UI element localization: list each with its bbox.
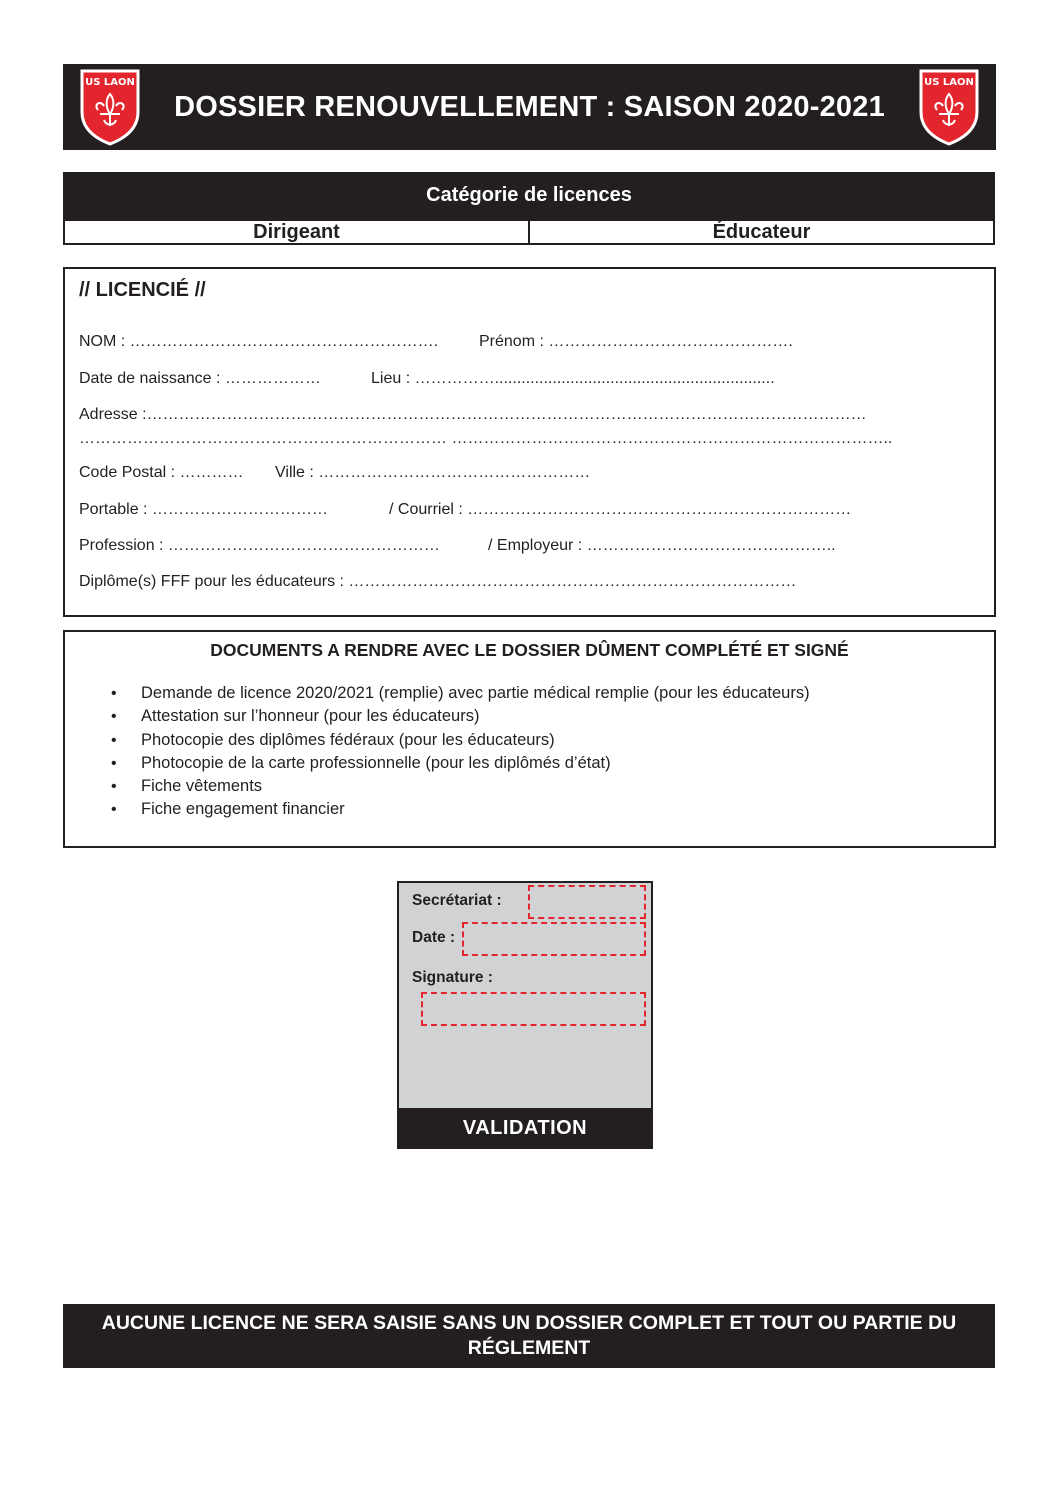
documents-list: [107, 682, 810, 822]
field-nom[interactable]: NOM : ………………………………………………….: [79, 333, 439, 350]
secretariat-label: Secrétariat :: [412, 892, 502, 909]
club-logo-right: [910, 68, 988, 146]
field-adresse-line2[interactable]: …………………………………………………………… ………………………………………………………………………..: [79, 430, 893, 447]
field-profession[interactable]: Profession : ……………………………………………: [79, 537, 440, 554]
page-header: [63, 64, 996, 150]
secretariat-field[interactable]: [528, 885, 646, 919]
signature-field[interactable]: [421, 992, 646, 1026]
licencie-title: // LICENCIÉ //: [79, 279, 206, 301]
licencie-section: [63, 267, 996, 617]
validation-footer: VALIDATION: [397, 1108, 653, 1149]
field-diplome[interactable]: Diplôme(s) FFF pour les éducateurs : …………………………………………………………………………: [79, 573, 797, 590]
category-heading: Catégorie de licences: [63, 172, 995, 219]
validation-box: [397, 881, 653, 1149]
club-crest-icon: [917, 68, 981, 146]
field-date-naissance[interactable]: Date de naissance : ………………: [79, 370, 321, 387]
list-item: • Fiche vêtements: [107, 775, 810, 798]
signature-label: Signature :: [412, 969, 493, 986]
category-option-dirigeant[interactable]: Dirigeant: [253, 220, 340, 243]
field-ville[interactable]: Ville : ……………………………………………: [275, 464, 591, 481]
date-field[interactable]: [462, 922, 646, 956]
field-employeur[interactable]: / Employeur : ………………………………………..: [488, 537, 836, 554]
club-logo-left: [71, 68, 149, 146]
list-item: • Demande de licence 2020/2021 (remplie) avec partie médical remplie (pour les éducateurs): [107, 682, 810, 705]
warning-banner: [63, 1304, 995, 1368]
field-code-postal[interactable]: Code Postal : …………: [79, 464, 244, 481]
documents-section: [63, 630, 996, 848]
documents-title: DOCUMENTS A RENDRE AVEC LE DOSSIER DÛMENT COMPLÉTÉ ET SIGNÉ: [210, 640, 849, 660]
warning-banner-text: AUCUNE LICENCE NE SERA SAISIE SANS UN DOSSIER COMPLET ET TOUT OU PARTIE DU RÉGLEMENT: [101, 1312, 957, 1359]
list-item: • Attestation sur l’honneur (pour les éducateurs): [107, 705, 810, 728]
category-option-educateur[interactable]: Éducateur: [528, 221, 993, 243]
field-lieu[interactable]: Lieu : ……………...............................................................: [371, 370, 775, 387]
list-item: • Fiche engagement financier: [107, 798, 810, 821]
list-item: • Photocopie de la carte professionnelle (pour les diplômés d’état): [107, 752, 810, 775]
club-crest-icon: [78, 68, 142, 146]
field-prenom[interactable]: Prénom : ……………………………………….: [479, 333, 793, 350]
category-options: [63, 219, 995, 245]
logo-text: US LAON: [924, 77, 974, 88]
date-label: Date :: [412, 929, 456, 946]
list-item: • Photocopie des diplômes fédéraux (pour les éducateurs): [107, 729, 810, 752]
field-courriel[interactable]: / Courriel : ………………………………………………………………: [389, 501, 852, 518]
logo-text: US LAON: [85, 77, 135, 88]
field-portable[interactable]: Portable : ……………………………: [79, 501, 328, 518]
page-title: DOSSIER RENOUVELLEMENT : SAISON 2020-2021: [174, 90, 885, 123]
field-adresse[interactable]: Adresse :………………………………………………………………………………………………………………………: [79, 406, 867, 423]
